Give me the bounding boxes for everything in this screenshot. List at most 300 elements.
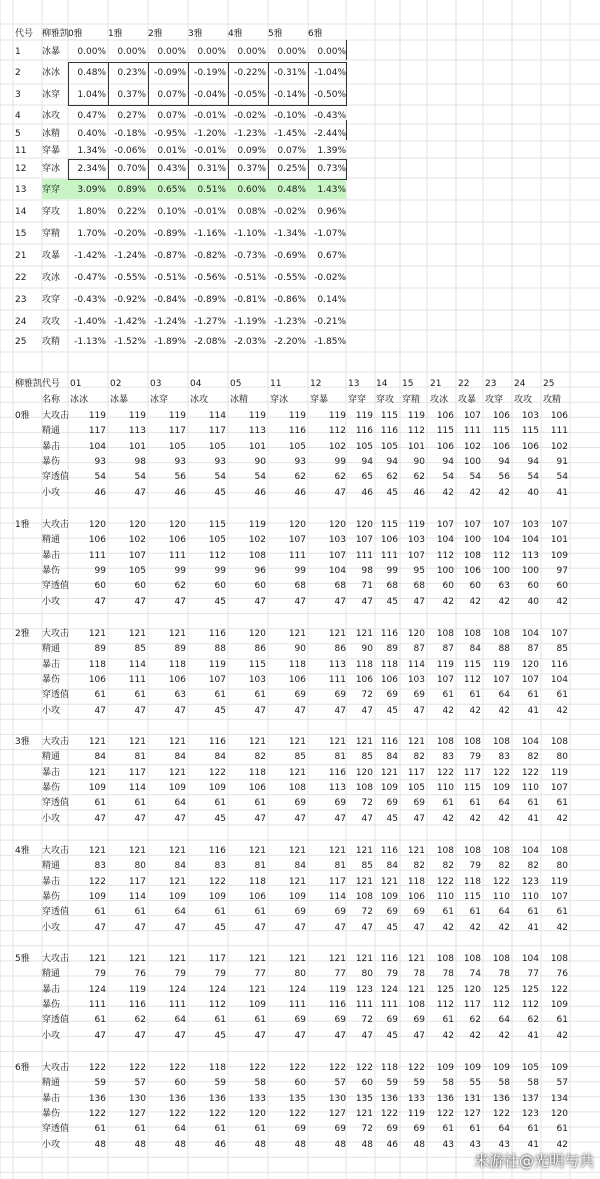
stat-cell: 106	[463, 565, 481, 576]
column-code: 24	[514, 379, 526, 389]
stat-cell: 123	[355, 984, 373, 995]
percent-cell: -0.89%	[154, 229, 186, 239]
stat-cell: 107	[208, 674, 226, 685]
stat-cell: 105	[288, 441, 306, 452]
stat-cell: 47	[294, 813, 306, 824]
stat-cell: 64	[174, 907, 186, 918]
stat-cell: 63	[498, 581, 510, 592]
stat-cell: 121	[407, 737, 425, 747]
stat-cell: 61	[527, 798, 539, 809]
stat-cell: 119	[168, 411, 186, 421]
stat-cell: 105	[208, 535, 226, 546]
stat-label: 精通	[42, 861, 61, 872]
stat-cell: 69	[413, 1015, 425, 1026]
row-code: 5	[15, 129, 21, 139]
stat-cell: 78	[413, 969, 425, 980]
stat-cell: 41	[527, 1139, 539, 1150]
stat-cell: 114	[128, 891, 146, 902]
stat-cell: 46	[94, 487, 106, 498]
stat-cell: 47	[334, 922, 346, 933]
stat-cell: 122	[355, 1063, 373, 1073]
column-code: 13	[348, 379, 360, 389]
stat-cell: 124	[288, 984, 306, 995]
stat-cell: 106	[436, 441, 454, 452]
stat-cell: 109	[550, 1063, 568, 1073]
stat-cell: 106	[248, 891, 266, 902]
stat-cell: 84	[386, 861, 398, 872]
stat-cell: 117	[128, 767, 146, 778]
stat-cell: 110	[521, 782, 539, 793]
stat-cell: 116	[208, 846, 226, 856]
stat-cell: 82	[498, 861, 510, 872]
stat-cell: 99	[174, 565, 186, 576]
stat-cell: 119	[328, 411, 346, 421]
stat-cell: 83	[498, 752, 510, 763]
stat-cell: 46	[413, 487, 425, 498]
stat-cell: 122	[550, 984, 568, 995]
stat-cell: 122	[168, 1063, 186, 1073]
stat-cell: 72	[361, 1124, 373, 1135]
stat-cell: 47	[361, 705, 373, 716]
table1-header-cell: 3雅	[188, 29, 203, 39]
stat-cell: 84	[294, 861, 306, 872]
stat-cell: 42	[498, 1030, 510, 1041]
column-name: 穿冰	[270, 395, 289, 405]
stat-cell: 60	[174, 1078, 186, 1089]
stat-cell: 57	[334, 1078, 346, 1089]
stat-cell: 107	[436, 520, 454, 530]
stat-cell: 93	[94, 456, 106, 467]
group-label: 5雅	[15, 954, 30, 964]
percent-cell: -0.92%	[114, 295, 146, 305]
stat-cell: 80	[361, 969, 373, 980]
stat-cell: 45	[214, 705, 226, 716]
stat-label: 小攻	[42, 596, 61, 607]
stat-cell: 120	[355, 767, 373, 778]
stat-cell: 114	[208, 411, 226, 421]
row-code: 13	[15, 185, 27, 195]
stat-cell: 47	[413, 705, 425, 716]
stat-cell: 83	[442, 752, 454, 763]
stat-cell: 61	[94, 798, 106, 809]
stat-cell: 122	[208, 1108, 226, 1119]
stat-cell: 47	[134, 596, 146, 607]
table1-header-cell: 柳雅凯	[42, 29, 70, 39]
stat-cell: 68	[413, 581, 425, 592]
stat-cell: 61	[214, 798, 226, 809]
stat-cell: 106	[492, 411, 510, 421]
stat-cell: 41	[527, 813, 539, 824]
stat-cell: 94	[442, 456, 454, 467]
stat-cell: 135	[355, 1093, 373, 1104]
percent-cell: 1.43%	[317, 185, 346, 195]
percent-cell: 0.40%	[77, 129, 106, 139]
stat-cell: 119	[407, 520, 425, 530]
stat-cell: 121	[128, 954, 146, 964]
stat-cell: 85	[361, 752, 373, 763]
percent-cell: 0.00%	[237, 47, 266, 57]
row-code: 25	[15, 337, 27, 347]
table1-header-cell: 6雅	[308, 29, 323, 39]
group-label: 0雅	[15, 411, 30, 421]
stat-cell: 122	[88, 1063, 106, 1073]
stat-cell: 121	[288, 954, 306, 964]
stat-label: 小攻	[42, 487, 61, 498]
stat-cell: 108	[463, 550, 481, 561]
stat-cell: 61	[442, 690, 454, 701]
stat-cell: 47	[294, 596, 306, 607]
stat-cell: 110	[436, 891, 454, 902]
stat-cell: 116	[380, 426, 398, 437]
stat-cell: 61	[556, 907, 568, 918]
stat-cell: 121	[88, 629, 106, 639]
stat-cell: 42	[469, 596, 481, 607]
stat-cell: 95	[413, 565, 425, 576]
column-name: 攻攻	[514, 395, 533, 405]
stat-cell: 88	[498, 644, 510, 655]
stat-cell: 122	[168, 1108, 186, 1119]
percent-cell: -0.82%	[194, 251, 226, 261]
stat-cell: 61	[94, 907, 106, 918]
stat-cell: 61	[442, 1015, 454, 1026]
stat-cell: 89	[174, 644, 186, 655]
stat-cell: 47	[413, 922, 425, 933]
stat-cell: 84	[94, 752, 106, 763]
stat-cell: 42	[469, 487, 481, 498]
percent-cell: -0.02%	[314, 273, 346, 283]
percent-cell: 0.48%	[77, 68, 106, 78]
stat-cell: 108	[355, 782, 373, 793]
stat-cell: 136	[380, 1093, 398, 1104]
stat-cell: 120	[550, 1108, 568, 1119]
stat-cell: 114	[128, 782, 146, 793]
stat-cell: 47	[361, 922, 373, 933]
stat-cell: 42	[556, 705, 568, 716]
stat-cell: 114	[328, 891, 346, 902]
stat-cell: 60	[94, 581, 106, 592]
stat-cell: 61	[134, 690, 146, 701]
stat-cell: 133	[407, 1093, 425, 1104]
stat-cell: 42	[556, 813, 568, 824]
stat-cell: 59	[214, 1078, 226, 1089]
stat-label: 精通	[42, 535, 61, 546]
stat-cell: 121	[355, 1108, 373, 1119]
stat-cell: 47	[134, 813, 146, 824]
stat-cell: 77	[254, 969, 266, 980]
stat-cell: 104	[328, 565, 346, 576]
stat-cell: 106	[168, 535, 186, 546]
stat-cell: 87	[413, 644, 425, 655]
stat-label: 暴伤	[42, 1108, 61, 1119]
stat-cell: 72	[361, 1015, 373, 1026]
stat-cell: 47	[294, 1030, 306, 1041]
stat-cell: 136	[208, 1093, 226, 1104]
stat-cell: 121	[355, 737, 373, 747]
stat-cell: 47	[174, 596, 186, 607]
percent-cell: 0.70%	[117, 164, 146, 174]
stat-cell: 125	[492, 984, 510, 995]
stat-cell: 47	[361, 596, 373, 607]
stat-cell: 107	[492, 674, 510, 685]
percent-cell: 0.07%	[277, 146, 306, 156]
stat-cell: 115	[248, 659, 266, 670]
stat-cell: 106	[168, 674, 186, 685]
percent-cell: 1.70%	[77, 229, 106, 239]
percent-cell: 0.31%	[197, 164, 226, 174]
stat-cell: 116	[355, 426, 373, 437]
stat-cell: 47	[134, 705, 146, 716]
percent-cell: 0.01%	[157, 146, 186, 156]
percent-cell: 0.23%	[117, 68, 146, 78]
stat-cell: 116	[380, 737, 398, 747]
row-name: 穿精	[42, 229, 61, 239]
stat-cell: 122	[288, 1108, 306, 1119]
stat-cell: 42	[469, 813, 481, 824]
stat-cell: 122	[436, 1108, 454, 1119]
stat-cell: 57	[134, 1078, 146, 1089]
stat-cell: 42	[556, 922, 568, 933]
stat-cell: 120	[168, 520, 186, 530]
stat-cell: 89	[94, 644, 106, 655]
percent-cell: -0.73%	[234, 251, 266, 261]
stat-cell: 102	[550, 441, 568, 452]
percent-cell: 0.65%	[157, 185, 186, 195]
percent-cell: -0.21%	[314, 317, 346, 327]
stat-cell: 113	[128, 426, 146, 437]
stat-cell: 116	[380, 954, 398, 964]
percent-cell: 2.34%	[77, 164, 106, 174]
stat-cell: 60	[469, 581, 481, 592]
stat-cell: 61	[94, 1124, 106, 1135]
stat-cell: 106	[88, 674, 106, 685]
stat-cell: 109	[550, 999, 568, 1010]
stat-cell: 101	[248, 441, 266, 452]
stat-cell: 100	[521, 565, 539, 576]
stat-cell: 62	[527, 1015, 539, 1026]
stat-cell: 82	[413, 752, 425, 763]
stat-cell: 64	[174, 1124, 186, 1135]
table1-header-cell: 4雅	[228, 29, 243, 39]
stat-cell: 112	[492, 999, 510, 1010]
stat-cell: 110	[521, 891, 539, 902]
stat-cell: 107	[128, 550, 146, 561]
stat-cell: 116	[208, 737, 226, 747]
table1-header-cell: 代号	[15, 29, 34, 39]
stat-cell: 45	[386, 596, 398, 607]
stat-cell: 108	[436, 737, 454, 747]
stat-cell: 115	[463, 659, 481, 670]
stat-cell: 114	[407, 659, 425, 670]
stat-cell: 115	[463, 891, 481, 902]
stat-cell: 120	[328, 520, 346, 530]
stat-cell: 94	[527, 456, 539, 467]
row-name: 穿冰	[42, 164, 61, 174]
stat-cell: 69	[413, 907, 425, 918]
stat-cell: 41	[527, 922, 539, 933]
stat-cell: 117	[463, 767, 481, 778]
stat-cell: 64	[498, 690, 510, 701]
stat-cell: 120	[248, 1108, 266, 1119]
row-name: 穿攻	[42, 207, 61, 217]
stat-cell: 99	[294, 565, 306, 576]
stat-cell: 105	[355, 441, 373, 452]
stat-cell: 119	[492, 659, 510, 670]
percent-cell: -1.34%	[274, 229, 306, 239]
row-code: 11	[15, 146, 27, 156]
stat-cell: 119	[550, 876, 568, 887]
stat-label: 大攻击	[42, 954, 70, 964]
percent-cell: 0.00%	[277, 47, 306, 57]
percent-cell: 0.10%	[157, 207, 186, 217]
stat-cell: 61	[442, 1124, 454, 1135]
stat-cell: 106	[380, 674, 398, 685]
row-name: 冰暴	[42, 47, 61, 57]
stat-cell: 63	[174, 690, 186, 701]
stat-cell: 121	[248, 846, 266, 856]
group-label: 4雅	[15, 846, 30, 856]
stat-cell: 61	[254, 798, 266, 809]
stat-cell: 118	[208, 1063, 226, 1073]
percent-cell: 0.96%	[317, 207, 346, 217]
stat-cell: 121	[168, 629, 186, 639]
group-label: 3雅	[15, 737, 30, 747]
stat-label: 暴击	[42, 767, 61, 778]
percent-cell: -0.01%	[194, 111, 226, 121]
column-code: 23	[485, 379, 497, 389]
stat-cell: 60	[442, 581, 454, 592]
percent-cell: -1.89%	[154, 337, 186, 347]
stat-label: 大攻击	[42, 737, 70, 747]
row-code: 2	[15, 68, 21, 78]
percent-cell: -0.87%	[154, 251, 186, 261]
stat-cell: 61	[214, 690, 226, 701]
stat-cell: 99	[94, 565, 106, 576]
percent-cell: 0.00%	[117, 47, 146, 57]
stat-cell: 42	[442, 813, 454, 824]
stat-cell: 111	[550, 426, 568, 437]
stat-cell: 64	[174, 1015, 186, 1026]
stat-cell: 102	[463, 441, 481, 452]
percent-cell: -0.02%	[274, 207, 306, 217]
stat-cell: 59	[94, 1078, 106, 1089]
stat-cell: 46	[361, 487, 373, 498]
stat-cell: 78	[442, 969, 454, 980]
stat-cell: 42	[442, 705, 454, 716]
stat-cell: 133	[248, 1093, 266, 1104]
group-label: 1雅	[15, 520, 30, 530]
column-code: 04	[190, 379, 202, 389]
stat-cell: 108	[463, 846, 481, 856]
stat-cell: 108	[355, 891, 373, 902]
stat-cell: 69	[334, 798, 346, 809]
stat-cell: 116	[328, 999, 346, 1010]
percent-cell: -1.24%	[154, 317, 186, 327]
row-name: 攻精	[42, 337, 61, 347]
stat-cell: 74	[469, 969, 481, 980]
percent-cell: 0.47%	[77, 111, 106, 121]
stat-cell: 48	[94, 1139, 106, 1150]
stat-label: 穿透值	[42, 907, 70, 918]
stat-cell: 61	[214, 907, 226, 918]
stat-cell: 122	[436, 767, 454, 778]
stat-cell: 61	[442, 907, 454, 918]
stat-cell: 109	[208, 891, 226, 902]
stat-cell: 109	[88, 891, 106, 902]
stat-cell: 42	[442, 922, 454, 933]
stat-cell: 54	[134, 472, 146, 483]
row-name: 冰穿	[42, 90, 61, 100]
stat-cell: 48	[294, 1139, 306, 1150]
stat-cell: 99	[214, 565, 226, 576]
stat-cell: 93	[294, 456, 306, 467]
stat-cell: 47	[334, 705, 346, 716]
stat-cell: 47	[294, 922, 306, 933]
stat-cell: 108	[492, 954, 510, 964]
stat-cell: 121	[328, 954, 346, 964]
stat-cell: 72	[361, 907, 373, 918]
stat-label: 暴伤	[42, 674, 61, 685]
stat-cell: 40	[527, 596, 539, 607]
stat-cell: 100	[492, 565, 510, 576]
stat-cell: 121	[168, 767, 186, 778]
stat-cell: 121	[88, 954, 106, 964]
stat-cell: 122	[380, 1108, 398, 1119]
stat-cell: 62	[294, 472, 306, 483]
percent-cell: -1.10%	[234, 229, 266, 239]
column-name: 穿穿	[348, 395, 367, 405]
stat-cell: 114	[128, 659, 146, 670]
percent-cell: 3.09%	[77, 185, 106, 195]
stat-cell: 41	[556, 487, 568, 498]
stat-cell: 93	[214, 456, 226, 467]
stat-cell: 121	[128, 629, 146, 639]
stat-cell: 61	[556, 690, 568, 701]
stat-cell: 47	[413, 596, 425, 607]
stat-cell: 79	[214, 969, 226, 980]
stat-cell: 107	[521, 674, 539, 685]
stat-cell: 116	[128, 999, 146, 1010]
row-code: 21	[15, 251, 27, 261]
stat-cell: 47	[254, 596, 266, 607]
stat-label: 精通	[42, 752, 61, 763]
row-name: 攻攻	[42, 317, 61, 327]
stat-label: 精通	[42, 969, 61, 980]
stat-cell: 103	[248, 674, 266, 685]
stat-cell: 136	[88, 1093, 106, 1104]
stat-label: 穿透值	[42, 690, 70, 701]
stat-cell: 104	[436, 535, 454, 546]
stat-cell: 117	[168, 426, 186, 437]
stat-cell: 41	[527, 1030, 539, 1041]
stat-cell: 111	[88, 999, 106, 1010]
percent-cell: 0.14%	[317, 295, 346, 305]
stat-cell: 108	[463, 737, 481, 747]
stat-cell: 69	[334, 907, 346, 918]
stat-cell: 125	[436, 984, 454, 995]
stat-cell: 79	[386, 969, 398, 980]
stat-cell: 97	[556, 565, 568, 576]
percent-cell: -0.31%	[274, 68, 306, 78]
stat-cell: 47	[254, 705, 266, 716]
stat-cell: 58	[442, 1078, 454, 1089]
stat-cell: 82	[254, 752, 266, 763]
stat-cell: 105	[521, 1063, 539, 1073]
percent-cell: 0.00%	[77, 47, 106, 57]
stat-cell: 64	[498, 907, 510, 918]
stat-cell: 112	[208, 999, 226, 1010]
stat-label: 大攻击	[42, 846, 70, 856]
percent-cell: -0.04%	[194, 90, 226, 100]
